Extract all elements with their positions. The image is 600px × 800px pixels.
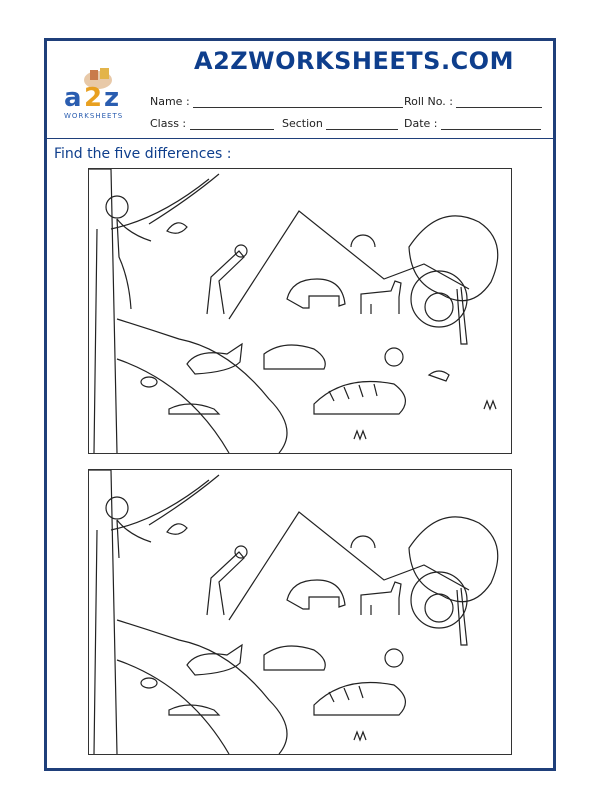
a2z-logo xyxy=(58,60,138,122)
instruction-text: Find the five differences : xyxy=(54,146,232,162)
scene-bottom xyxy=(88,469,512,755)
duck-icon xyxy=(429,371,449,381)
turtle-icon xyxy=(141,377,157,387)
pear-tree xyxy=(409,216,498,301)
elephant-icon xyxy=(287,580,345,609)
svg-text:a: a xyxy=(64,83,82,113)
sun-icon xyxy=(351,536,375,548)
boar-icon xyxy=(264,646,325,670)
hippo-icon xyxy=(169,404,219,414)
tree-trunk xyxy=(89,470,117,754)
donkey-icon xyxy=(361,281,401,314)
roll-blank[interactable] xyxy=(456,95,542,108)
svg-text:WORKSHEETS: WORKSHEETS xyxy=(64,112,124,120)
site-title: A2ZWORKSHEETS.COM xyxy=(194,47,514,75)
pond-outline xyxy=(117,620,287,754)
roll-label: Roll No. : xyxy=(404,95,453,108)
name-field xyxy=(150,95,403,108)
boar-icon xyxy=(264,345,325,369)
tree-trunk xyxy=(89,169,117,453)
hippo-icon xyxy=(169,705,219,715)
rhino-icon xyxy=(187,645,242,675)
class-blank[interactable] xyxy=(190,117,274,130)
monkey-head xyxy=(106,497,128,519)
donkey-icon xyxy=(361,582,401,615)
lion-face xyxy=(425,293,453,321)
banana-icon xyxy=(167,223,187,233)
grass-icon xyxy=(354,431,366,439)
svg-text:z: z xyxy=(104,83,120,113)
mountain-outline xyxy=(229,512,469,620)
scene-top-drawing xyxy=(89,169,511,453)
svg-text:2: 2 xyxy=(84,83,103,113)
name-label: Name : xyxy=(150,95,190,108)
roll-field xyxy=(404,95,542,108)
boy-head xyxy=(385,348,403,366)
boy-head xyxy=(385,649,403,667)
rhino-icon xyxy=(187,344,242,374)
date-label: Date : xyxy=(404,117,438,130)
section-field xyxy=(282,117,398,130)
grass-icon xyxy=(354,732,366,740)
class-field xyxy=(150,117,274,130)
section-label: Section xyxy=(282,117,323,130)
date-field xyxy=(404,117,541,130)
date-blank[interactable] xyxy=(441,117,541,130)
pond-outline xyxy=(117,319,287,453)
lion-face xyxy=(425,594,453,622)
name-blank[interactable] xyxy=(193,95,403,108)
sun-icon xyxy=(351,235,375,247)
mountain-outline xyxy=(229,211,469,319)
monkey-body xyxy=(117,520,151,558)
scene-top xyxy=(88,168,512,454)
monkey-body xyxy=(117,219,151,309)
monkey-head xyxy=(106,196,128,218)
pear-tree xyxy=(409,517,498,602)
section-blank[interactable] xyxy=(326,117,398,130)
turtle-icon xyxy=(141,678,157,688)
scene-bottom-drawing xyxy=(89,470,511,754)
header-divider xyxy=(44,138,556,139)
class-label: Class : xyxy=(150,117,187,130)
elephant-icon xyxy=(287,279,345,308)
banana-icon xyxy=(167,524,187,534)
